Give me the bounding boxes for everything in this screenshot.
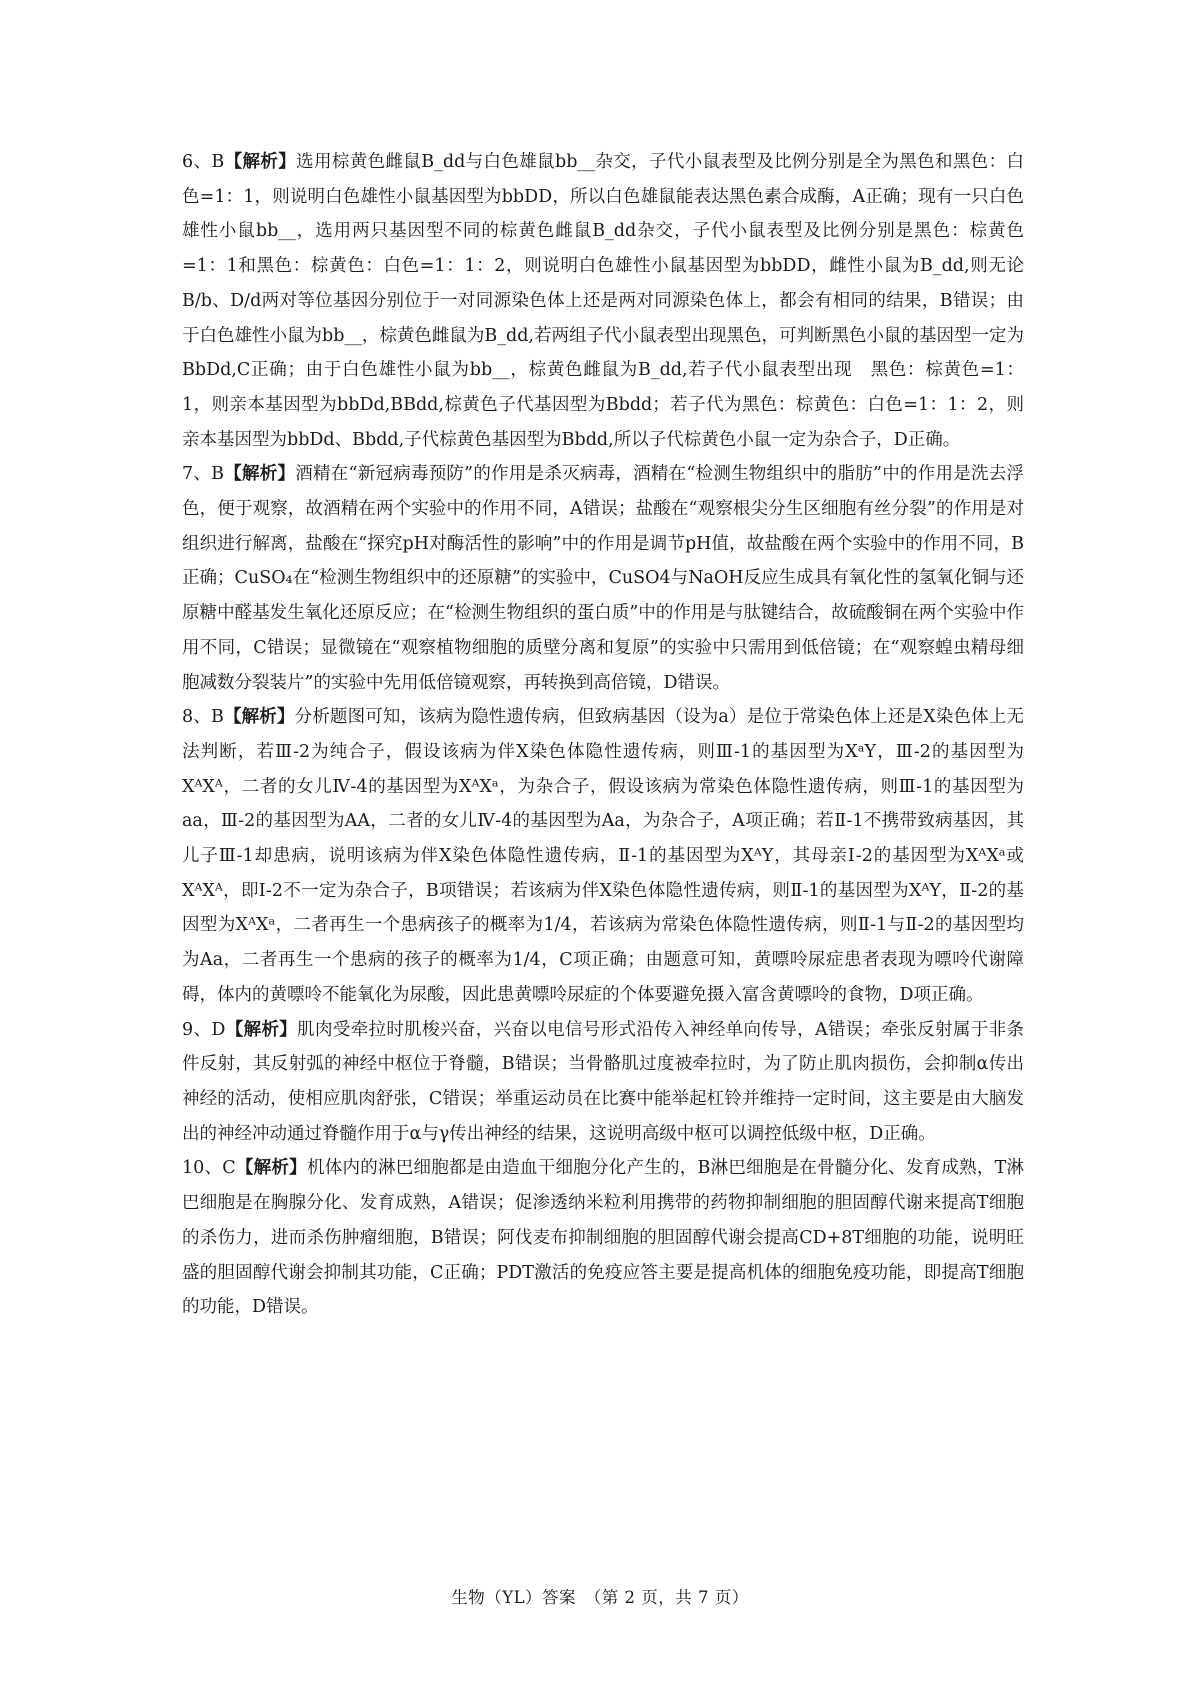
analysis-tag: 【解析】 xyxy=(223,707,295,728)
analysis-tag: 【解析】 xyxy=(225,1019,298,1040)
answer-text: 酒精在“新冠病毒预防”的作用是杀灭病毒，酒精在“检测生物组织中的脂肪”中的作用是洗去浮色，便于观察，故酒精在两个实验中的作用不同，A错误；盐酸在“观察根尖分生区细胞有丝分裂”的作用是对组织进行解离，盐酸在“探究pH对酶活性的影响”中的作用是调节pH值，故盐酸在两个实验中的作用不同，B正确；CuSO₄在“检测生物组织中的还原糖”的实验中，CuSO4与NaOH反应生成具有氧化性的氢氧化铜与还原糖中醛基发生氧化还原反应；在“检测生物组织的蛋白质”中的作用是与肽键结合，故硫酸铜在两个实验中作用不同，C错误；显微镜在“观察植物细胞的质壁分离和复原”的实验中只需用到低倍镜；在“观察蝗虫精母细胞减数分裂装片”的实验中先用低倍镜观察，再转换到高倍镜，D错误。 xyxy=(182,464,1024,693)
answer-item-7 xyxy=(182,457,1024,700)
answer-explanations xyxy=(182,145,1024,1325)
answer-text: 选用棕黄色雌鼠B_dd与白色雄鼠bb__杂交，子代小鼠表型及比例分别是全为黑色和黑色：白色=1：1，则说明白色雄性小鼠基因型为bbDD，所以白色雄鼠能表达黑色素合成酶，A正确；现有一只白色雄性小鼠bb__，选用两只基因型不同的棕黄色雌鼠B_dd杂交，子代小鼠表型及比例分别是黑色：棕黄色=1：1和黑色：棕黄色：白色=1：1：2，则说明白色雄性小鼠基因型为bbDD，雌性小鼠为B_dd,则无论B/b、D/d两对等位基因分别位于一对同源染色体上还是两对同源染色体上，都会有相同的结果，B错误；由于白色雄性小鼠为bb__，棕黄色雌鼠为B_dd,若两组子代小鼠表型出现黑色，可判断黑色小鼠的基因型一定为BbDd,C正确；由于白色雄性小鼠为bb__，棕黄色雌鼠为B_dd,若子代小鼠表型出现 黑色：棕黄色=1：1，则亲本基因型为bbDd,BBdd,棕黄色子代基因型为Bbdd；若子代为黑色：棕黄色：白色=1：1：2，则亲本基因型为bbDd、Bbdd,子代棕黄色基因型为Bbdd,所以子代棕黄色小鼠一定为杂合子，D正确。 xyxy=(182,152,1024,450)
analysis-tag: 【解析】 xyxy=(235,1158,307,1179)
answer-text: 分析题图可知，该病为隐性遗传病，但致病基因（设为a）是位于常染色体上还是X染色体上无法判断，若Ⅲ-2为纯合子，假设该病为伴X染色体隐性遗传病，则Ⅲ-1的基因型为XᵃY，Ⅲ-2的基因型为XᴬXᴬ，二者的女儿Ⅳ-4的基因型为XᴬXᵃ，为杂合子，假设该病为常染色体隐性遗传病，则Ⅲ-1的基因型为aa，Ⅲ-2的基因型为AA，二者的女儿Ⅳ-4的基因型为Aa，为杂合子，A项正确；若Ⅱ-1不携带致病基因，其儿子Ⅲ-1却患病，说明该病为伴X染色体隐性遗传病，Ⅱ-1的基因型为XᴬY，其母亲Ⅰ-2的基因型为XᴬXᵃ或XᴬXᴬ，即Ⅰ-2不一定为杂合子，B项错误；若该病为伴X染色体隐性遗传病，则Ⅱ-1的基因型为XᴬY，Ⅱ-2的基因型为XᴬXᵃ，二者再生一个患病孩子的概率为1/4，若该病为常染色体隐性遗传病，则Ⅱ-1与Ⅱ-2的基因型均为Aa，二者再生一个患病的孩子的概率为1/4，C项正确；由题意可知，黄嘌呤尿症患者表现为嘌呤代谢障碍，体内的黄嘌呤不能氧化为尿酸，因此患黄嘌呤尿症的个体要避免摄入富含黄嘌呤的食物，D项正确。 xyxy=(182,707,1024,1005)
answer-number: 7、B xyxy=(182,464,224,485)
answer-number: 6、B xyxy=(182,152,225,172)
analysis-tag: 【解析】 xyxy=(224,464,296,485)
answer-item-9 xyxy=(182,1013,1024,1152)
answer-number: 10、C xyxy=(182,1158,236,1179)
answer-text: 机体内的淋巴细胞都是由造血干细胞分化产生的，B淋巴细胞是在骨髓分化、发育成熟，T淋巴细胞是在胸腺分化、发育成熟，A错误；促渗透纳米粒利用携带的药物抑制细胞的胆固醇代谢来提高T细胞的杀伤力，进而杀伤肿瘤细胞，B错误；阿伐麦布抑制细胞的胆固醇代谢会提高CD+8T细胞的功能，说明旺盛的胆固醇代谢会抑制其功能，C正确；PDT激活的免疫应答主要是提高机体的细胞免疫功能，即提高T细胞的功能，D错误。 xyxy=(182,1158,1025,1318)
answer-item-8 xyxy=(182,700,1024,1012)
answer-number: 8、B xyxy=(182,707,224,728)
analysis-tag: 【解析】 xyxy=(224,152,297,172)
page-footer: 生物（YL）答案 （第 2 页，共 7 页） xyxy=(451,1588,749,1607)
answer-number: 9、D xyxy=(182,1019,226,1040)
answer-item-6 xyxy=(182,145,1024,457)
answer-item-10 xyxy=(182,1151,1024,1325)
answer-text: 肌肉受牵拉时肌梭兴奋，兴奋以电信号形式沿传入神经单向传导，A错误；牵张反射属于非条件反射，其反射弧的神经中枢位于脊髓，B错误；当骨骼肌过度被牵拉时，为了防止肌肉损伤，会抑制α传出神经的活动，使相应肌肉舒张，C错误；举重运动员在比赛中能举起杠铃并维持一定时间，这主要是由大脑发出的神经冲动通过脊髓作用于α与γ传出神经的结果，这说明高级中枢可以调控低级中枢，D正确。 xyxy=(182,1019,1024,1144)
